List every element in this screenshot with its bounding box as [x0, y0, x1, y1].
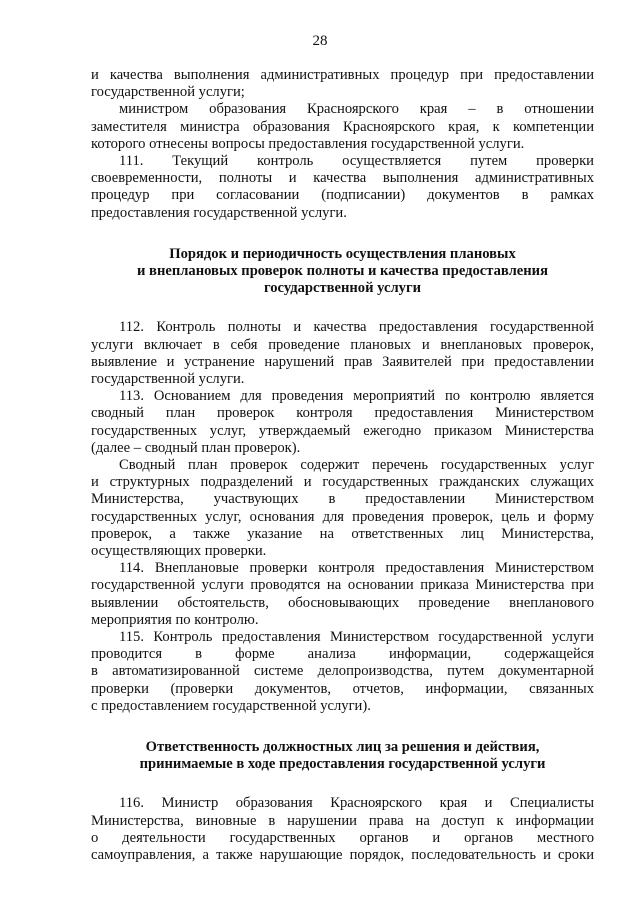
text-line: министром образования Красноярского края – в отношении — [119, 101, 594, 118]
text-line: 113. Основанием для проведения мероприятий по контролю является — [119, 388, 594, 405]
text-line: самоуправления, а также нарушающие порядок, последовательность и сроки — [91, 846, 594, 863]
paragraph — [91, 560, 594, 629]
paragraph — [91, 153, 594, 222]
text-line: своевременности, полноты и качества выполнения административных — [91, 170, 594, 187]
text-line: заместителя министра образования Красноярского края, к компетенции — [91, 118, 594, 135]
text-line: и качества выполнения административных процедур при предоставлении — [91, 67, 594, 83]
text-line: процедур при согласовании (подписании) документов в рамках — [91, 187, 594, 204]
section-heading — [91, 739, 594, 773]
text-line: 114. Внеплановые проверки контроля предоставления Министерством — [119, 560, 594, 577]
text-line: проверки (проверки документов, отчетов, информации, связанных — [91, 680, 594, 697]
text-line: осуществляющих проверки. — [91, 542, 267, 559]
text-line: государственных услуг, основания для проведения проверок, цель и форму — [91, 508, 594, 525]
text-line: государственной услуги проводятся на основании приказа Министерства при — [91, 577, 594, 594]
text-line: государственной услуги; — [91, 84, 245, 101]
text-line: проверок, а также указание на ответственных лиц Министерства, — [91, 525, 594, 542]
paragraph — [91, 457, 594, 560]
text-line: мероприятия по контролю. — [91, 611, 259, 628]
paragraph — [91, 319, 594, 388]
text-line: в автоматизированной системе делопроизводства, путем документарной — [91, 663, 594, 680]
text-line: проводится в форме анализа информации, содержащейся — [91, 646, 594, 663]
text-line: Сводный план проверок содержит перечень государственных услуг — [119, 457, 594, 473]
page-number: 28 — [312, 33, 328, 49]
text-line: Министерства, участвующих в предоставлении Министерством — [91, 491, 594, 508]
text-line: Министерства, виновные в нарушении права на доступ к информации — [91, 812, 594, 829]
text-line: о деятельности государственных органов и органов местного — [91, 829, 594, 846]
text-line: с предоставлением государственной услуги). — [91, 697, 371, 714]
heading-line: Порядок и периодичность осуществления плановых — [169, 245, 516, 262]
section-heading — [91, 246, 594, 298]
text-line: государственной услуги. — [91, 370, 245, 387]
text-line: и структурных подразделений и государственных гражданских служащих — [91, 474, 594, 491]
text-line: 115. Контроль предоставления Министерством государственной услуги — [119, 629, 594, 645]
text-line: 116. Министр образования Красноярского края и Специалисты — [119, 795, 594, 812]
paragraph — [91, 101, 594, 153]
paragraph — [91, 795, 594, 864]
paragraph — [91, 67, 594, 101]
text-line: которого отнесены вопросы предоставления государственной услуги. — [91, 135, 525, 152]
text-line: (далее – сводный план проверок). — [91, 439, 301, 456]
heading-line: Ответственность должностных лиц за решения и действия, — [145, 739, 540, 755]
text-line: 111. Текущий контроль осуществляется путем проверки — [119, 153, 594, 169]
text-line: предоставления государственной услуги. — [91, 204, 347, 221]
text-line: выявлении обстоятельств, обосновывающих проведение внепланового — [91, 594, 594, 611]
text-line: 112. Контроль полноты и качества предоставления государственной — [119, 319, 594, 336]
text-line: услуги включает в себя проведение плановых и внеплановых проверок, — [91, 336, 594, 353]
heading-line: и внеплановых проверок полноты и качества предоставления — [137, 262, 548, 279]
heading-line: государственной услуги — [263, 280, 422, 297]
text-line: выявление и устранение нарушений прав Заявителей при предоставлении — [91, 353, 594, 370]
text-line: сводный план проверок контроля предоставления Министерством — [91, 405, 594, 422]
paragraph — [91, 388, 594, 457]
heading-line: принимаемые в ходе предоставления государственной услуги — [139, 756, 546, 773]
paragraph — [91, 629, 594, 715]
text-line: государственных услуг, утверждаемый ежегодно приказом Министерства — [91, 422, 594, 439]
